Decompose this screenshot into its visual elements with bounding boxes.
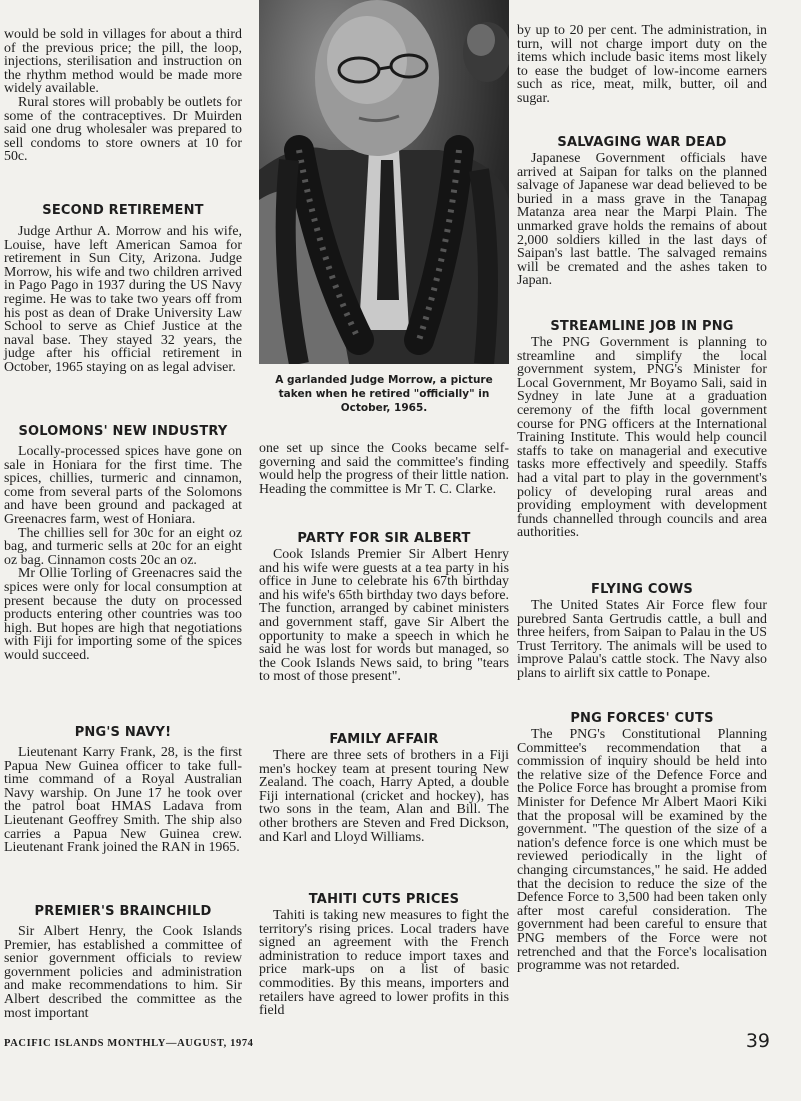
article-heading: PNG'S NAVY! [74, 725, 172, 740]
article-continuation [259, 442, 509, 496]
article-second-retirement [4, 203, 242, 375]
article-heading: SALVAGING WAR DEAD [557, 135, 727, 150]
article-premiers-brainchild [4, 904, 242, 1020]
paragraph: would be sold in villages for about a third of the previous price; the pill, the loop, injections, sterilisation and instruction on the rhythm method would be made more widely available. [4, 27, 242, 97]
article-streamline-job [517, 319, 767, 540]
paragraph: one set up since the Cooks became self-governing and said the committee's finding would help the progress of their little nation. Heading the committee is Mr T. C. Clarke. [259, 441, 509, 497]
paragraph: Mr Ollie Torling of Greenacres said the spices were only for local consumption at present because the duty on processed products entering other countries was too high. But hopes are high that negotiations with Fiji for importing some of the spices would succeed. [4, 566, 242, 663]
article-heading: FLYING COWS [591, 582, 693, 597]
page-number: 39 [745, 1030, 770, 1052]
paragraph: Judge Arthur A. Morrow and his wife, Louise, have left American Samoa for retirement in Sun City, Arizona. Judge Morrow, his wife and two children arrived in Pago Pago in 1937 during the US Navy regime. He was to take two years off from his post as dean of Drake University Law School to serve as Chief Justice at the naval base. They stayed 32 years, the judge after his official retirement in October, 1965 staying on as legal adviser. [4, 224, 242, 375]
article-heading: SECOND RETIREMENT [42, 203, 204, 218]
article-heading: SOLOMONS' NEW INDUSTRY [18, 424, 228, 439]
paragraph: Rural stores will probably be outlets for some of the contraceptives. Dr Muirden said one drug wholesaler was prepared to sell condoms to store owners at 10 for 50c. [4, 94, 242, 165]
paragraph: The PNG's Constitutional Planning Committee's recommendation that a commission of inquiry should be held into the relative size of the Defence Force and the Police Force has brought a promise from Minister for Defence Mr Albert Maori Kiki that the proposal will be examined by the government. "The question of the size of a nation's defence force is one which must be reviewed periodically in the light of changing circumstances," he said. He added that the decision to reduce the size of the Defence Force to 3,500 had been taken only after most careful consideration. The government had been careful to ensure that PNG members of the Force were not retrenched and that the Force's localisation programme was not retarded. [517, 727, 767, 974]
article-heading: PARTY FOR SIR ALBERT [297, 531, 471, 546]
paragraph: There are three sets of brothers in a Fiji men's hockey team at present touring New Zealand. The coach, Harry Apted, a double Fiji international (cricket and hockey), has two sons in the team, Alan and Bill. The other brothers are Steven and Fred Dickson, and Karl and Lloyd Williams. [259, 748, 509, 845]
paragraph: The United States Air Force flew four purebred Santa Gertrudis cattle, a bull and three heifers, from Saipan to Palau in the US Trust Territory. The animals will be used to improve Palau's cattle stock. The Navy also plans to airlift six cattle to Ponape. [517, 598, 767, 681]
publication-line: PACIFIC ISLANDS MONTHLY—AUGUST, 1974 [4, 1038, 254, 1049]
paragraph: Lieutenant Karry Frank, 28, is the first Papua New Guinea officer to take full-time command of a Royal Australian Navy warship. On June 17 he took over the patrol boat HMAS Ladava from Lieutenant Geoffrey Smith. The ship also carries a Papua New Guinea crew. Lieutenant Frank joined the RAN in 1965. [4, 745, 242, 856]
article-tahiti-cuts-prices [259, 892, 509, 1018]
paragraph: The PNG Government is planning to streamline and simplify the local government system, PNG's Minister for Local Government, Mr Boyamo Sali, said in Sydney in late June at a graduation ceremony of the fifth local government course for PNG officers at the International Training Institute. This would help council staffs to take on managerial and executive tasks more effectively and speedily. Staffs had a vital part to play in the government's policy of developing rural areas and providing employment with development funds channelled through councils and area authorities. [517, 335, 767, 541]
article-salvaging-war-dead [517, 135, 767, 288]
paragraph: Sir Albert Henry, the Cook Islands Premier, has established a committee of senior government officials to review government policies and administration and make recommendations to him. Sir Albert described the committee as the most important [4, 924, 242, 1021]
paragraph: Locally-processed spices have gone on sale in Honiara for the first time. The spices, chillies, turmeric and cinnamon, come from several parts of the Solomons and have been ground and packaged at Greenacres farm, west of Honiara. [4, 444, 242, 527]
article-solomons-industry [4, 424, 242, 663]
article-party-sir-albert [259, 531, 509, 684]
article-png-forces-cuts [517, 711, 767, 973]
paragraph: The chillies sell for 30c for an eight oz bag, and turmeric sells at 20c for an eight oz bag. Cinnamon costs 20c an oz. [4, 525, 242, 568]
article-flying-cows [517, 582, 767, 681]
article-heading: STREAMLINE JOB IN PNG [550, 319, 734, 334]
article-heading: PNG FORCES' CUTS [570, 711, 714, 726]
photo-caption: A garlanded Judge Morrow, a picture taken when he retired "officially" in October, 1965. [275, 374, 493, 414]
article-continuation [517, 24, 767, 106]
page-footer [4, 1030, 770, 1054]
judge-morrow-photo [259, 0, 509, 364]
article-heading: FAMILY AFFAIR [329, 732, 439, 747]
article-heading: PREMIER'S BRAINCHILD [34, 904, 212, 919]
paragraph: Cook Islands Premier Sir Albert Henry and his wife were guests at a tea party in his office in June to celebrate his 67th birthday and his wife's 65th birthday two days before. The function, arranged by cabinet ministers and government staff, gave Sir Albert the opportunity to make a speech in which he said he was lost for words but managed, so the Cook Islands News said, to bring "tears to most of those present". [259, 547, 509, 685]
paragraph: Tahiti is taking new measures to fight the territory's rising prices. Local traders have signed an agreement with the French administration to reduce import taxes and price mark-ups on a list of basic commodities. By this means, importers and retailers have agreed to lower profits in this field [259, 908, 509, 1019]
article-family-affair [259, 732, 509, 844]
article-png-navy [4, 725, 242, 855]
paragraph: by up to 20 per cent. The administration, in turn, will not charge import duty on the items which include basic items most likely to ease the budget of low-income earners such as rice, meat, milk, butter, oil and sugar. [517, 23, 767, 106]
article-heading: TAHITI CUTS PRICES [308, 892, 460, 907]
paragraph: Japanese Government officials have arrived at Saipan for talks on the planned salvage of Japanese war dead believed to be buried in a mass grave in the Tanapag Matanza area near the Marpi Plain. The unmarked grave holds the remains of about 2,000 soldiers killed in the last days of Saipan's last battle. The salvaged remains will be cremated and the ashes taken to Japan. [517, 151, 767, 289]
article-continuation [4, 28, 242, 164]
